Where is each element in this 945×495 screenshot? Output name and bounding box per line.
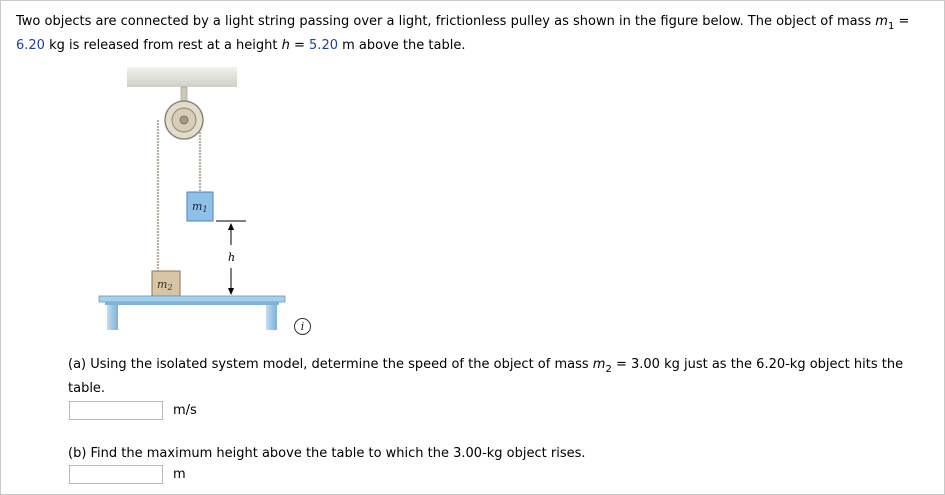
arrow-down-head	[228, 288, 234, 295]
table-apron	[105, 302, 279, 305]
m2-symbol: m	[592, 357, 606, 372]
m1-symbol: m	[875, 14, 888, 29]
arrow-up-head	[228, 223, 234, 230]
part-a-unit: m/s	[173, 403, 197, 418]
height-label: h	[228, 251, 236, 264]
m2-subscript: 2	[605, 364, 612, 375]
problem-text-1: Two objects are connected by a light string passing over a light, frictionless pulley as shown in the figure below. The object of mass	[16, 14, 876, 29]
part-b-question: (b) Find the maximum height above the table to which the 3.00-kg object rises.	[68, 446, 586, 461]
mass-m1-label: m1	[192, 200, 208, 214]
part-a-answer-input[interactable]	[69, 401, 163, 420]
part-a-text-2: = 3.00 kg just as the 6.20-kg object hits the table.	[68, 357, 904, 396]
mass-m2-label: m2	[157, 278, 173, 292]
problem-text-3: m above the table.	[338, 38, 466, 53]
table-leg-right	[266, 305, 277, 330]
pulley-axle	[180, 116, 188, 124]
table-leg-left	[107, 305, 118, 330]
part-a-question	[68, 353, 928, 401]
info-icon[interactable]: i	[294, 318, 311, 335]
part-a-text-1: (a) Using the isolated system model, determine the speed of the object of mass	[68, 357, 593, 372]
part-b-unit: m	[173, 467, 186, 482]
h-equals: =	[289, 38, 310, 53]
problem-text-2: kg is released from rest at a height	[44, 38, 282, 53]
equals-sign: =	[894, 14, 910, 29]
h-value: 5.20	[309, 38, 338, 53]
ceiling	[127, 67, 237, 87]
m1-value: 6.20	[16, 38, 45, 53]
m1-subscript: 1	[887, 21, 895, 32]
h-symbol: h	[281, 38, 290, 53]
part-b-answer-input[interactable]	[69, 465, 163, 484]
table-top	[99, 296, 285, 302]
